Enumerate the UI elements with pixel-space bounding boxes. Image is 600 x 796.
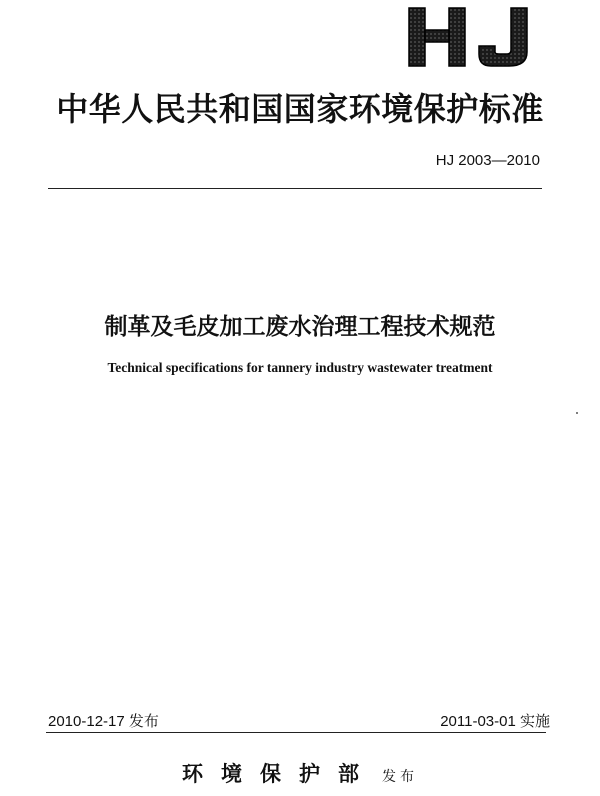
header-divider: [48, 188, 542, 189]
publisher-name: 环境保护部: [181, 761, 377, 786]
issue-date: 2010-12-17 发布: [48, 713, 159, 730]
publisher-suffix: 发布: [382, 769, 419, 785]
scan-speck: [576, 412, 578, 414]
hj-logo: [405, 4, 541, 70]
document-title-english: Technical specifications for tannery industry wastewater treatment: [107, 360, 493, 375]
standard-number: HJ 2003—2010: [435, 152, 540, 169]
standard-series-title: 中华人民共和国国家环境保护标准: [56, 90, 544, 128]
effective-date: 2011-03-01 实施: [440, 713, 550, 730]
publisher-line: [0, 758, 600, 788]
footer-divider: [46, 732, 546, 733]
document-title-chinese: 制革及毛皮加工废水治理工程技术规范: [104, 314, 496, 340]
